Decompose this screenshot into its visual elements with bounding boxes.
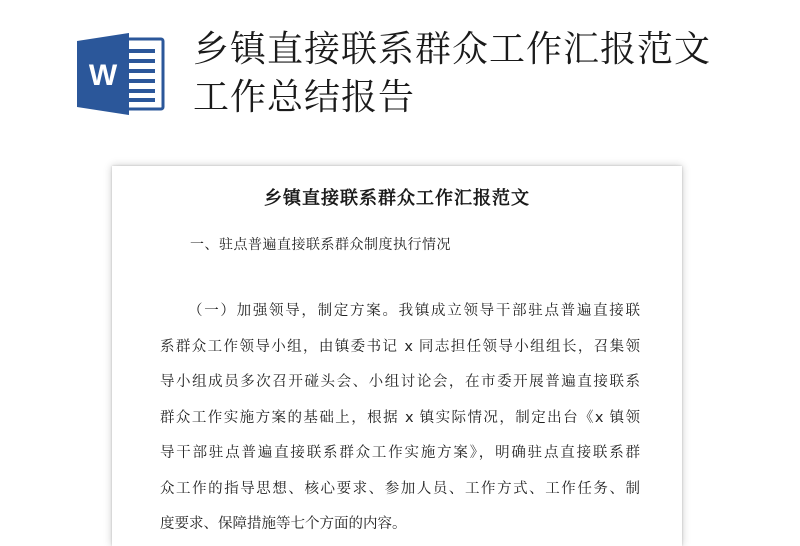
document-body (160, 294, 640, 543)
body-line: （一）加强领导，制定方案。我镇成立领导干部驻点普遍直接联 (188, 303, 640, 319)
document-preview-page (112, 166, 682, 546)
body-line: 众工作的指导思想、核心要求、参加人员、工作方式、工作任务、制 (160, 480, 640, 497)
body-line: 群众工作实施方案的基础上，根据 x 镇实际情况，制定出台《x 镇领 (160, 409, 640, 426)
section-heading: 一、驻点普遍直接联系群众制度执行情况 (190, 237, 451, 253)
word-icon-letter: W (88, 59, 118, 92)
document-title: 乡镇直接联系群众工作汇报范文 (264, 188, 530, 209)
body-line: 导干部驻点普遍直接联系群众工作实施方案》，明确驻点直接联系群 (160, 445, 640, 461)
page-title-line-2: 工作总结报告 (193, 77, 416, 118)
body-line: 系群众工作领导小组，由镇委书记 x 同志担任领导小组组长，召集领 (160, 338, 640, 355)
page-title-line-1: 乡镇直接联系群众工作汇报范文 (193, 29, 712, 70)
word-document-icon (77, 33, 165, 115)
body-line: 度要求、保障措施等七个方面的内容。 (160, 516, 407, 532)
header (0, 0, 800, 140)
body-line: 导小组成员多次召开碰头会、小组讨论会，在市委开展普遍直接联系 (160, 374, 640, 390)
page-title (193, 26, 773, 122)
